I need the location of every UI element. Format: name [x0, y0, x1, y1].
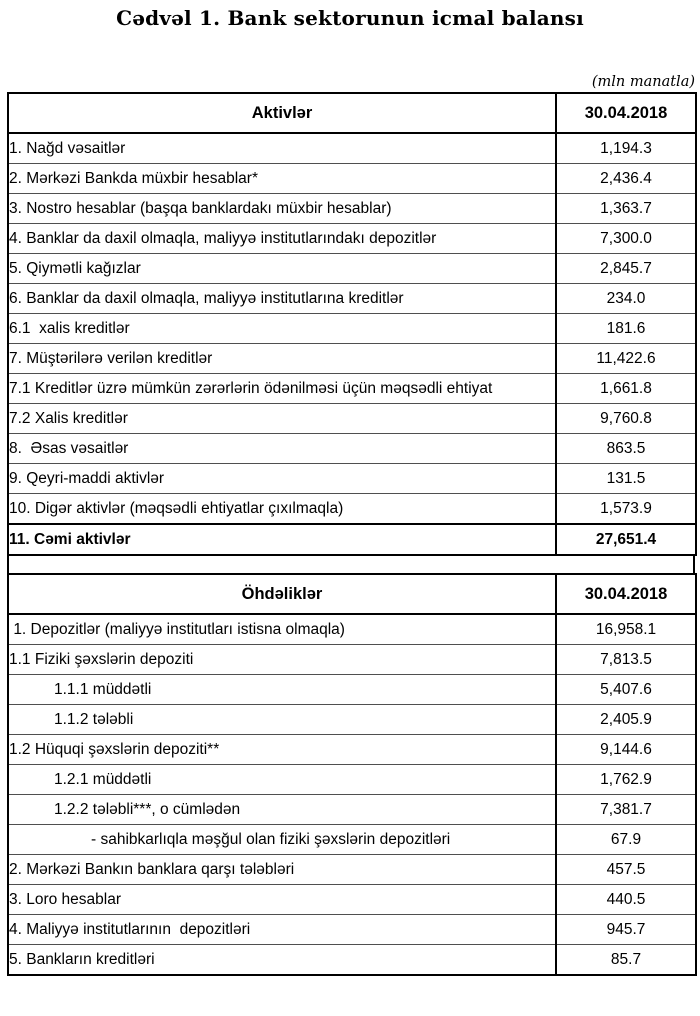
table-row: [8, 254, 696, 284]
row-label: 1. Depozitlər (maliyyə institutları istisna olmaqla): [8, 614, 556, 645]
table-row: [8, 434, 696, 464]
table-row: [8, 464, 696, 494]
liabilities-table: [7, 573, 697, 976]
row-label: 7.2 Xalis kreditlər: [8, 404, 556, 434]
row-value: 863.5: [556, 434, 696, 464]
table-row: [8, 224, 696, 254]
row-value: 1,363.7: [556, 194, 696, 224]
table-row: [8, 885, 696, 915]
row-label: 3. Nostro hesablar (başqa banklardakı müxbir hesablar): [8, 194, 556, 224]
liabilities-header-label: Öhdəliklər: [8, 574, 556, 614]
unit-note: (mln manatla): [591, 74, 695, 90]
row-label: 1.2 Hüquqi şəxslərin depoziti**: [8, 735, 556, 765]
row-label: 4. Maliyyə institutlarının depozitləri: [8, 915, 556, 945]
table-row: [8, 344, 696, 374]
assets-header-label: Aktivlər: [8, 93, 556, 133]
row-label: 1.2.2 tələbli***, o cümlədən: [8, 795, 556, 825]
liabilities-header-row: [8, 574, 696, 614]
row-value: 7,300.0: [556, 224, 696, 254]
row-value: 1,762.9: [556, 765, 696, 795]
assets-header-row: [8, 93, 696, 133]
row-value: 457.5: [556, 855, 696, 885]
row-label: 10. Digər aktivlər (məqsədli ehtiyatlar çıxılmaqla): [8, 494, 556, 525]
row-value: 1,194.3: [556, 133, 696, 164]
row-label: 1.1.1 müddətli: [8, 675, 556, 705]
table-spacer: [7, 556, 695, 573]
table-row: [8, 915, 696, 945]
row-label: 1. Nağd vəsaitlər: [8, 133, 556, 164]
total-assets-row: [8, 524, 696, 555]
row-value: 9,144.6: [556, 735, 696, 765]
row-value: 85.7: [556, 945, 696, 976]
table-row: [8, 404, 696, 434]
row-value: 2,436.4: [556, 164, 696, 194]
row-value: 11,422.6: [556, 344, 696, 374]
table-row: [8, 825, 696, 855]
row-label: 7.1 Kreditlər üzrə mümkün zərərlərin ödənilməsi üçün məqsədli ehtiyat: [8, 374, 556, 404]
row-value: 5,407.6: [556, 675, 696, 705]
row-label: 1.1 Fiziki şəxslərin depoziti: [8, 645, 556, 675]
table-row: [8, 164, 696, 194]
table-row: [8, 945, 696, 976]
row-label: 2. Mərkəzi Bankın banklara qarşı tələbləri: [8, 855, 556, 885]
row-value: 131.5: [556, 464, 696, 494]
table-row: [8, 194, 696, 224]
row-label: 6.1 xalis kreditlər: [8, 314, 556, 344]
table-row: [8, 735, 696, 765]
assets-table: [7, 92, 697, 556]
row-label: 5. Bankların kreditləri: [8, 945, 556, 976]
liabilities-header-date: 30.04.2018: [556, 574, 696, 614]
row-label: 11. Cəmi aktivlər: [8, 524, 556, 555]
row-label: 9. Qeyri-maddi aktivlər: [8, 464, 556, 494]
row-label: 1.1.2 tələbli: [8, 705, 556, 735]
row-value: 2,845.7: [556, 254, 696, 284]
row-label: 1.2.1 müddətli: [8, 765, 556, 795]
table-row: [8, 284, 696, 314]
row-label: 3. Loro hesablar: [8, 885, 556, 915]
row-label: 5. Qiymətli kağızlar: [8, 254, 556, 284]
row-value: 945.7: [556, 915, 696, 945]
row-label: - sahibkarlıqla məşğul olan fiziki şəxslərin depozitləri: [8, 825, 556, 855]
row-value: 27,651.4: [556, 524, 696, 555]
table-row: [8, 675, 696, 705]
row-value: 16,958.1: [556, 614, 696, 645]
row-label: 7. Müştərilərə verilən kreditlər: [8, 344, 556, 374]
table-row: [8, 494, 696, 525]
row-value: 181.6: [556, 314, 696, 344]
row-label: 6. Banklar da daxil olmaqla, maliyyə institutlarına kreditlər: [8, 284, 556, 314]
row-value: 7,381.7: [556, 795, 696, 825]
row-label: 4. Banklar da daxil olmaqla, maliyyə institutlarındakı depozitlər: [8, 224, 556, 254]
row-value: 9,760.8: [556, 404, 696, 434]
row-value: 234.0: [556, 284, 696, 314]
table-row: [8, 855, 696, 885]
table-row: [8, 645, 696, 675]
table-row: [8, 374, 696, 404]
row-value: 1,661.8: [556, 374, 696, 404]
assets-header-date: 30.04.2018: [556, 93, 696, 133]
row-label: 8. Əsas vəsaitlər: [8, 434, 556, 464]
table-row: [8, 795, 696, 825]
table-row: [8, 705, 696, 735]
row-value: 2,405.9: [556, 705, 696, 735]
row-value: 7,813.5: [556, 645, 696, 675]
table-row: [8, 314, 696, 344]
table-row: [8, 765, 696, 795]
page-title: Cədvəl 1. Bank sektorunun icmal balansı: [116, 6, 584, 30]
row-value: 440.5: [556, 885, 696, 915]
row-value: 67.9: [556, 825, 696, 855]
row-value: 1,573.9: [556, 494, 696, 525]
row-label: 2. Mərkəzi Bankda müxbir hesablar*: [8, 164, 556, 194]
table-row: [8, 133, 696, 164]
table-row: [8, 614, 696, 645]
